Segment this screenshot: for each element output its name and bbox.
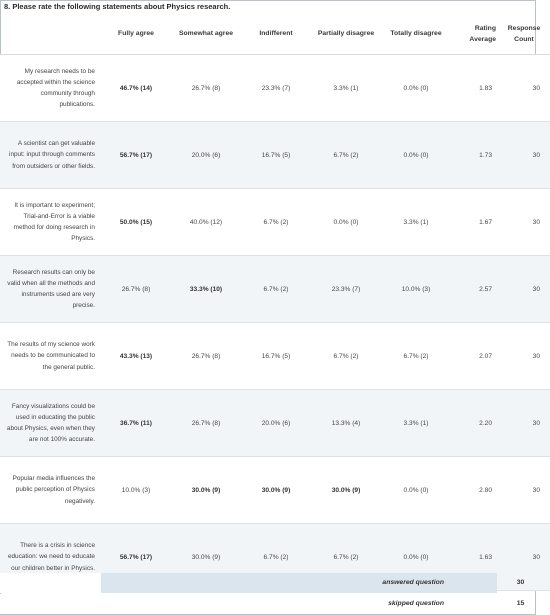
response-count-cell: 30 [498, 122, 550, 189]
skipped-question-value: 15 [516, 600, 525, 607]
answered-question-label: answered question [382, 579, 444, 586]
table-row [0, 390, 550, 457]
somewhat-agree-cell: 26.7% (8) [171, 323, 241, 390]
table-row [0, 189, 550, 256]
skipped-question-row [0, 594, 550, 614]
totally-disagree-cell: 10.0% (3) [381, 256, 451, 323]
response-count-cell: 30 [498, 524, 550, 591]
indifferent-cell: 6.7% (2) [241, 189, 311, 256]
response-count-cell: 30 [498, 256, 550, 323]
skipped-question-label: skipped question [388, 600, 444, 607]
indifferent-cell: 16.7% (5) [241, 122, 311, 189]
indifferent-cell: 16.7% (5) [241, 323, 311, 390]
totally-disagree-cell: 0.0% (0) [381, 122, 451, 189]
somewhat-agree-cell: 20.0% (6) [171, 122, 241, 189]
table-row [0, 256, 550, 323]
rating-average-cell: 1.73 [451, 122, 498, 189]
header-rating-average: Rating Average [451, 15, 498, 55]
table-row [0, 55, 550, 122]
somewhat-agree-cell: 30.0% (9) [171, 524, 241, 591]
header-somewhat-agree: Somewhat agree [171, 15, 241, 55]
response-count-cell: 30 [498, 189, 550, 256]
statement-cell: A scientist can get valuable input: input through comments from outsiders or other fields. [0, 122, 101, 189]
somewhat-agree-cell: 40.0% (12) [171, 189, 241, 256]
table-row [0, 323, 550, 390]
partially-disagree-cell: 6.7% (2) [311, 524, 381, 591]
partially-disagree-cell: 30.0% (9) [311, 457, 381, 524]
rating-average-cell: 2.80 [451, 457, 498, 524]
statement-cell: Research results can only be valid when all the methods and instruments used are very precise. [0, 256, 101, 323]
totally-disagree-cell: 0.0% (0) [381, 55, 451, 122]
rating-average-cell: 1.67 [451, 189, 498, 256]
indifferent-cell: 20.0% (6) [241, 390, 311, 457]
somewhat-agree-cell: 26.7% (8) [171, 55, 241, 122]
table-row [0, 457, 550, 524]
header-indifferent: Indifferent [241, 15, 311, 55]
header-totally-disagree: Totally disagree [381, 15, 451, 55]
partially-disagree-cell: 6.7% (2) [311, 122, 381, 189]
statement-cell: It is important to experiment; Trial-and-Error is a viable method for doing research in Physics. [0, 189, 101, 256]
indifferent-cell: 23.3% (7) [241, 55, 311, 122]
response-count-cell: 30 [498, 390, 550, 457]
header-response-count: Response Count [498, 15, 550, 55]
header-row [0, 15, 550, 55]
totally-disagree-cell: 0.0% (0) [381, 524, 451, 591]
partially-disagree-cell: 6.7% (2) [311, 323, 381, 390]
rating-average-cell: 2.07 [451, 323, 498, 390]
question-title: 8. Please rate the following statements about Physics research. [4, 2, 231, 11]
indifferent-cell: 6.7% (2) [241, 256, 311, 323]
partially-disagree-cell: 3.3% (1) [311, 55, 381, 122]
indifferent-cell: 30.0% (9) [241, 457, 311, 524]
rating-average-cell: 2.20 [451, 390, 498, 457]
indifferent-cell: 6.7% (2) [241, 524, 311, 591]
fully-agree-cell: 50.0% (15) [101, 189, 171, 256]
fully-agree-cell: 56.7% (17) [101, 524, 171, 591]
totally-disagree-cell: 6.7% (2) [381, 323, 451, 390]
header-fully-agree: Fully agree [101, 15, 171, 55]
statement-cell: Fancy visualizations could be used in educating the public about Physics, even when they are not 100% accurate. [0, 390, 101, 457]
somewhat-agree-cell: 30.0% (9) [171, 457, 241, 524]
partially-disagree-cell: 0.0% (0) [311, 189, 381, 256]
somewhat-agree-cell: 26.7% (8) [171, 390, 241, 457]
fully-agree-cell: 36.7% (11) [101, 390, 171, 457]
response-count-cell: 30 [498, 457, 550, 524]
partially-disagree-cell: 13.3% (4) [311, 390, 381, 457]
totally-disagree-cell: 0.0% (0) [381, 457, 451, 524]
fully-agree-cell: 26.7% (8) [101, 256, 171, 323]
statement-cell: The results of my science work needs to be communicated to the general public. [0, 323, 101, 390]
somewhat-agree-cell: 33.3% (10) [171, 256, 241, 323]
rating-average-cell: 2.57 [451, 256, 498, 323]
totally-disagree-cell: 3.3% (1) [381, 189, 451, 256]
rating-table [0, 15, 550, 591]
header-statement [0, 15, 101, 55]
statement-cell: There is a crisis in science education: we need to educate our children better in Physics. [0, 524, 101, 591]
fully-agree-cell: 56.7% (17) [101, 122, 171, 189]
answered-question-value: 30 [516, 579, 525, 586]
header-partially-disagree: Partially disagree [311, 15, 381, 55]
partially-disagree-cell: 23.3% (7) [311, 256, 381, 323]
statement-cell: Popular media influences the public perception of Physics negatively. [0, 457, 101, 524]
fully-agree-cell: 43.3% (13) [101, 323, 171, 390]
fully-agree-cell: 10.0% (3) [101, 457, 171, 524]
rating-average-cell: 1.63 [451, 524, 498, 591]
fully-agree-cell: 46.7% (14) [101, 55, 171, 122]
totally-disagree-cell: 3.3% (1) [381, 390, 451, 457]
response-count-cell: 30 [498, 55, 550, 122]
statement-cell: My research needs to be accepted within the science community through publications. [0, 55, 101, 122]
rating-average-cell: 1.83 [451, 55, 498, 122]
response-count-cell: 30 [498, 323, 550, 390]
table-row [0, 122, 550, 189]
answered-question-row [0, 573, 550, 593]
